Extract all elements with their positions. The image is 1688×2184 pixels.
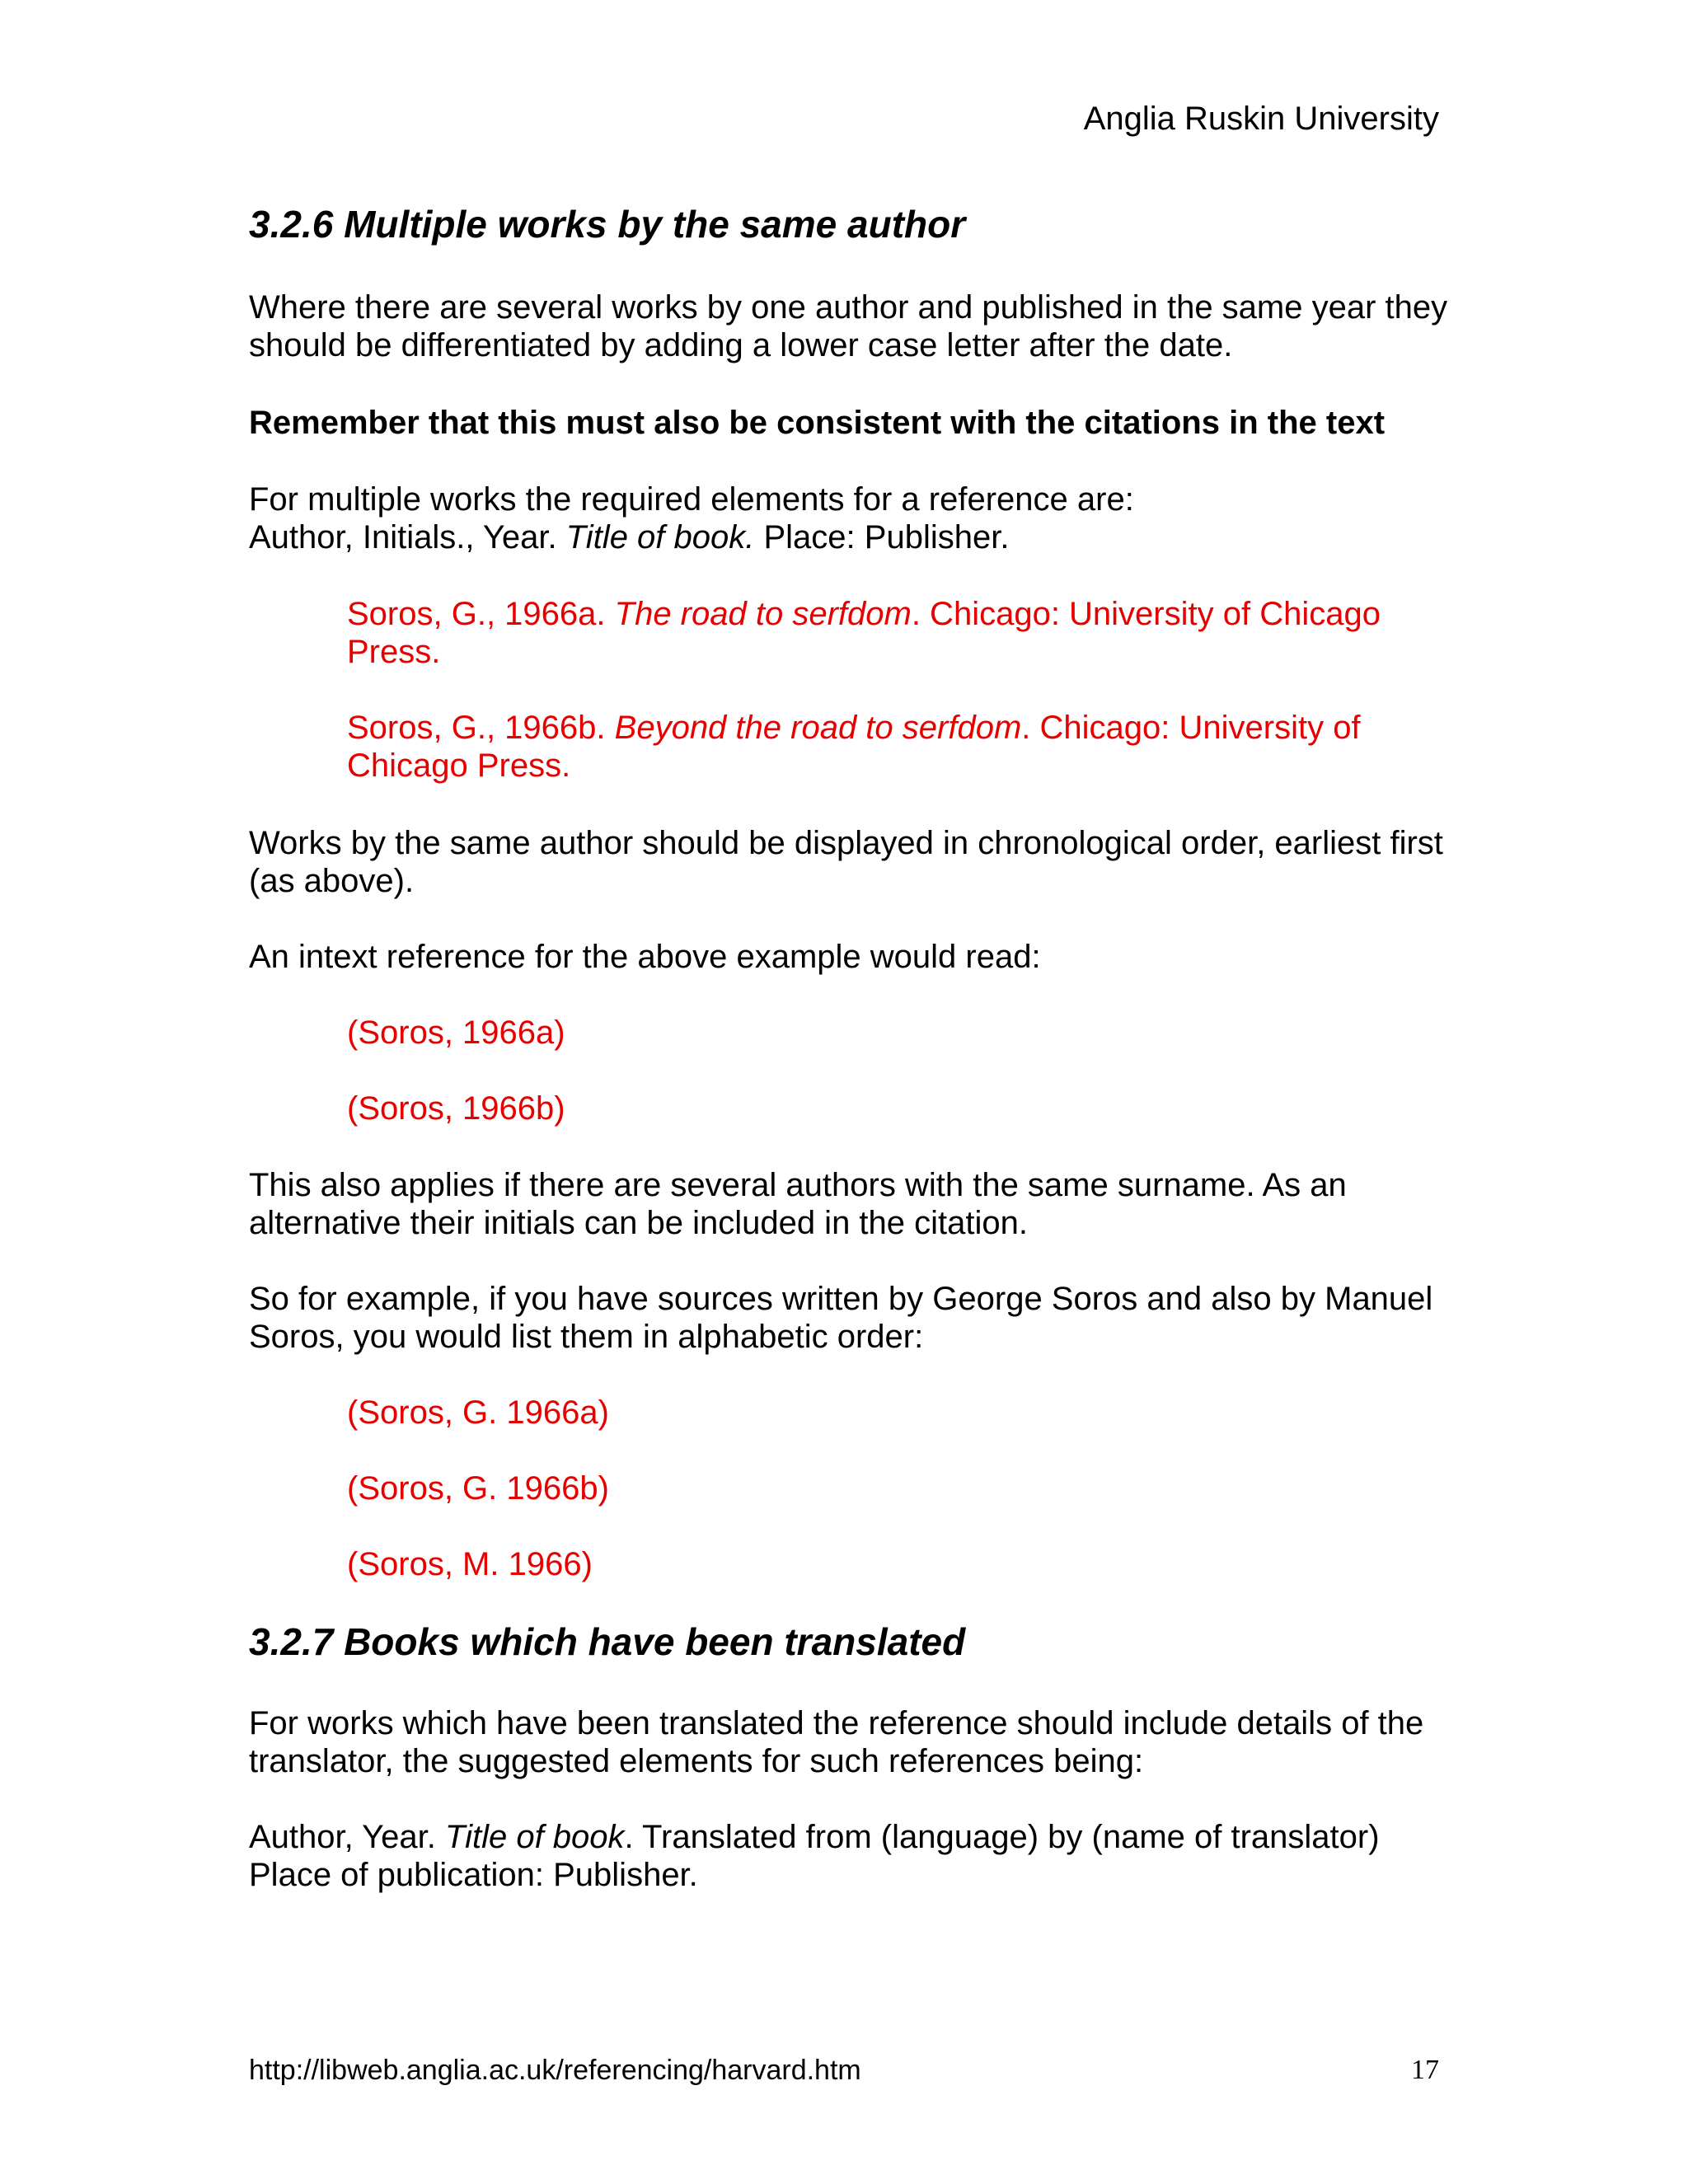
intext-citation: (Soros, 1966a) — [347, 1015, 565, 1051]
format-prefix: Author, Initials., Year. — [249, 519, 566, 555]
reference-suffix: . Chicago: University of Chicago Press. — [347, 710, 1361, 784]
page-header-institution: Anglia Ruskin University — [1083, 101, 1439, 137]
section-heading-3-2-6: 3.2.6 Multiple works by the same author — [249, 203, 966, 246]
section-heading-3-2-7: 3.2.7 Books which have been translated — [249, 1620, 966, 1663]
intext-citation: (Soros, 1966b) — [347, 1090, 565, 1127]
reference-prefix: Soros, G., 1966a. — [347, 596, 615, 632]
reference-title: Beyond the road to serfdom — [614, 710, 1022, 746]
format-suffix: Place: Publisher. — [754, 519, 1010, 555]
required-elements-intro: For multiple works the required elements for a reference are: — [249, 481, 1134, 518]
reference-format — [249, 518, 1461, 556]
reference-suffix: . Chicago: University of Chicago Press. — [347, 596, 1381, 670]
page-number: 17 — [1411, 2055, 1439, 2085]
section-3-2-6-intro: Where there are several works by one author and published in the same year they should be differentiated by adding a lower case letter after the date. — [249, 289, 1448, 363]
intext-intro: An intext reference for the above example would read: — [249, 939, 1041, 975]
format-suffix: . Translated from (language) by (name of translator) Place of publication: Publisher. — [249, 1819, 1380, 1893]
alphabetic-order-note: So for example, if you have sources written by George Soros and also by Manuel Soros, you would list them in alphabetic order: — [249, 1281, 1433, 1355]
reference-prefix: Soros, G., 1966b. — [347, 710, 615, 746]
same-surname-note: This also applies if there are several authors with the same surname. As an alternative their initials can be included in the citation. — [249, 1167, 1347, 1241]
footer-url: http://libweb.anglia.ac.uk/referencing/harvard.htm — [249, 2055, 861, 2086]
reference-example — [347, 709, 1451, 785]
chronological-order-note: Works by the same author should be displayed in chronological order, earliest first (as above). — [249, 825, 1443, 899]
reference-example — [347, 595, 1451, 671]
alphabetic-citation: (Soros, G. 1966a) — [347, 1394, 609, 1431]
format-title: Title of book. — [565, 519, 755, 555]
translated-reference-format — [249, 1818, 1461, 1894]
alphabetic-citation: (Soros, M. 1966) — [347, 1546, 593, 1582]
format-title: Title of book — [445, 1819, 625, 1855]
required-elements-block — [249, 480, 1461, 556]
section-3-2-6-note: Remember that this must also be consistent with the citations in the text — [249, 405, 1386, 441]
reference-title: The road to serfdom — [614, 596, 912, 632]
format-prefix: Author, Year. — [249, 1819, 445, 1855]
section-3-2-7-intro: For works which have been translated the reference should include details of the translator, the suggested elements for such references being: — [249, 1705, 1424, 1779]
alphabetic-citation: (Soros, G. 1966b) — [347, 1470, 609, 1507]
